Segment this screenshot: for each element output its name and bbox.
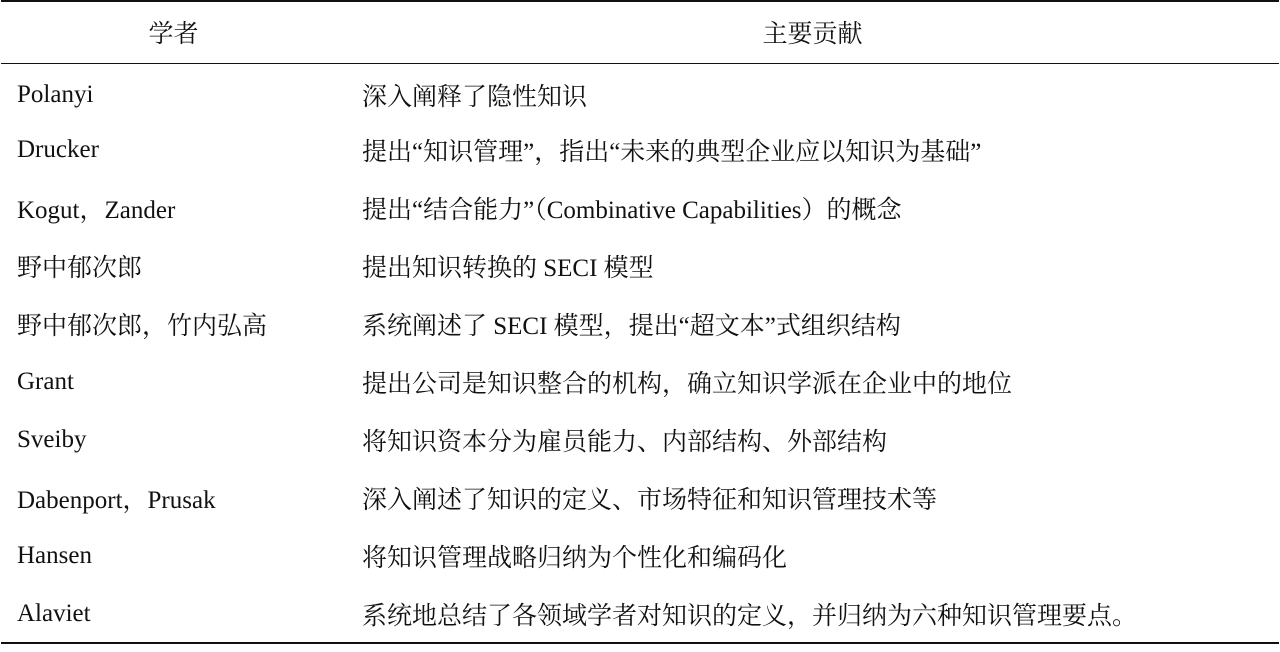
cell-contribution: 深入阐释了隐性知识 bbox=[362, 84, 588, 112]
cell-contribution: 提出知识转换的 SECI 模型 bbox=[362, 255, 654, 282]
cell-scholar: Alaviet bbox=[1, 585, 346, 643]
table-row bbox=[1, 237, 1279, 295]
cell-contribution: 系统地总结了各领域学者对知识的定义，并归纳为六种知识管理要点。 bbox=[346, 585, 1279, 643]
table-header bbox=[1, 1, 1279, 63]
scholars-contributions-table bbox=[1, 0, 1279, 644]
table-row bbox=[1, 121, 1279, 179]
cell-scholar: 野中郁次郎，竹内弘高 bbox=[17, 313, 268, 340]
cell-scholar: Grant bbox=[17, 368, 74, 395]
cell-contribution: 提出公司是知识整合的机构，确立知识学派在企业中的地位 bbox=[362, 371, 1013, 398]
cell-scholar: Sveiby bbox=[17, 426, 87, 453]
cell-scholar: Hansen bbox=[17, 542, 92, 569]
table-body bbox=[1, 63, 1279, 643]
table-row bbox=[1, 585, 1279, 643]
table-row bbox=[1, 295, 1279, 353]
table-row bbox=[1, 527, 1279, 585]
cell-contribution: 深入阐述了知识的定义、市场特征和知识管理技术等 bbox=[362, 487, 938, 514]
cell-contribution: 将知识资本分为雇员能力、内部结构、外部结构 bbox=[362, 429, 888, 456]
cell-contribution: 系统阐述了 SECI 模型，提出“超文本”式组织结构 bbox=[362, 313, 901, 340]
cell-scholar: Kogut，Zander bbox=[17, 197, 176, 224]
header-scholar: 学者 bbox=[1, 1, 346, 63]
cell-contribution: 将知识管理战略归纳为个性化和编码化 bbox=[362, 545, 788, 572]
cell-scholar: 野中郁次郎 bbox=[17, 255, 143, 282]
table-row bbox=[1, 353, 1279, 411]
header-row bbox=[1, 1, 1279, 63]
table-row bbox=[1, 63, 1279, 121]
table-row bbox=[1, 411, 1279, 469]
cell-contribution: 提出“结合能力”（Combinative Capabilities）的概念 bbox=[362, 197, 902, 224]
cell-contribution: 提出“知识管理”，指出“未来的典型企业应以知识为基础” bbox=[362, 139, 982, 166]
cell-scholar: Drucker bbox=[17, 136, 99, 163]
header-contribution: 主要贡献 bbox=[346, 1, 1279, 63]
table-row bbox=[1, 179, 1279, 237]
table-row bbox=[1, 469, 1279, 527]
cell-scholar: Dabenport，Prusak bbox=[17, 487, 216, 514]
cell-scholar: Polanyi bbox=[17, 81, 94, 109]
